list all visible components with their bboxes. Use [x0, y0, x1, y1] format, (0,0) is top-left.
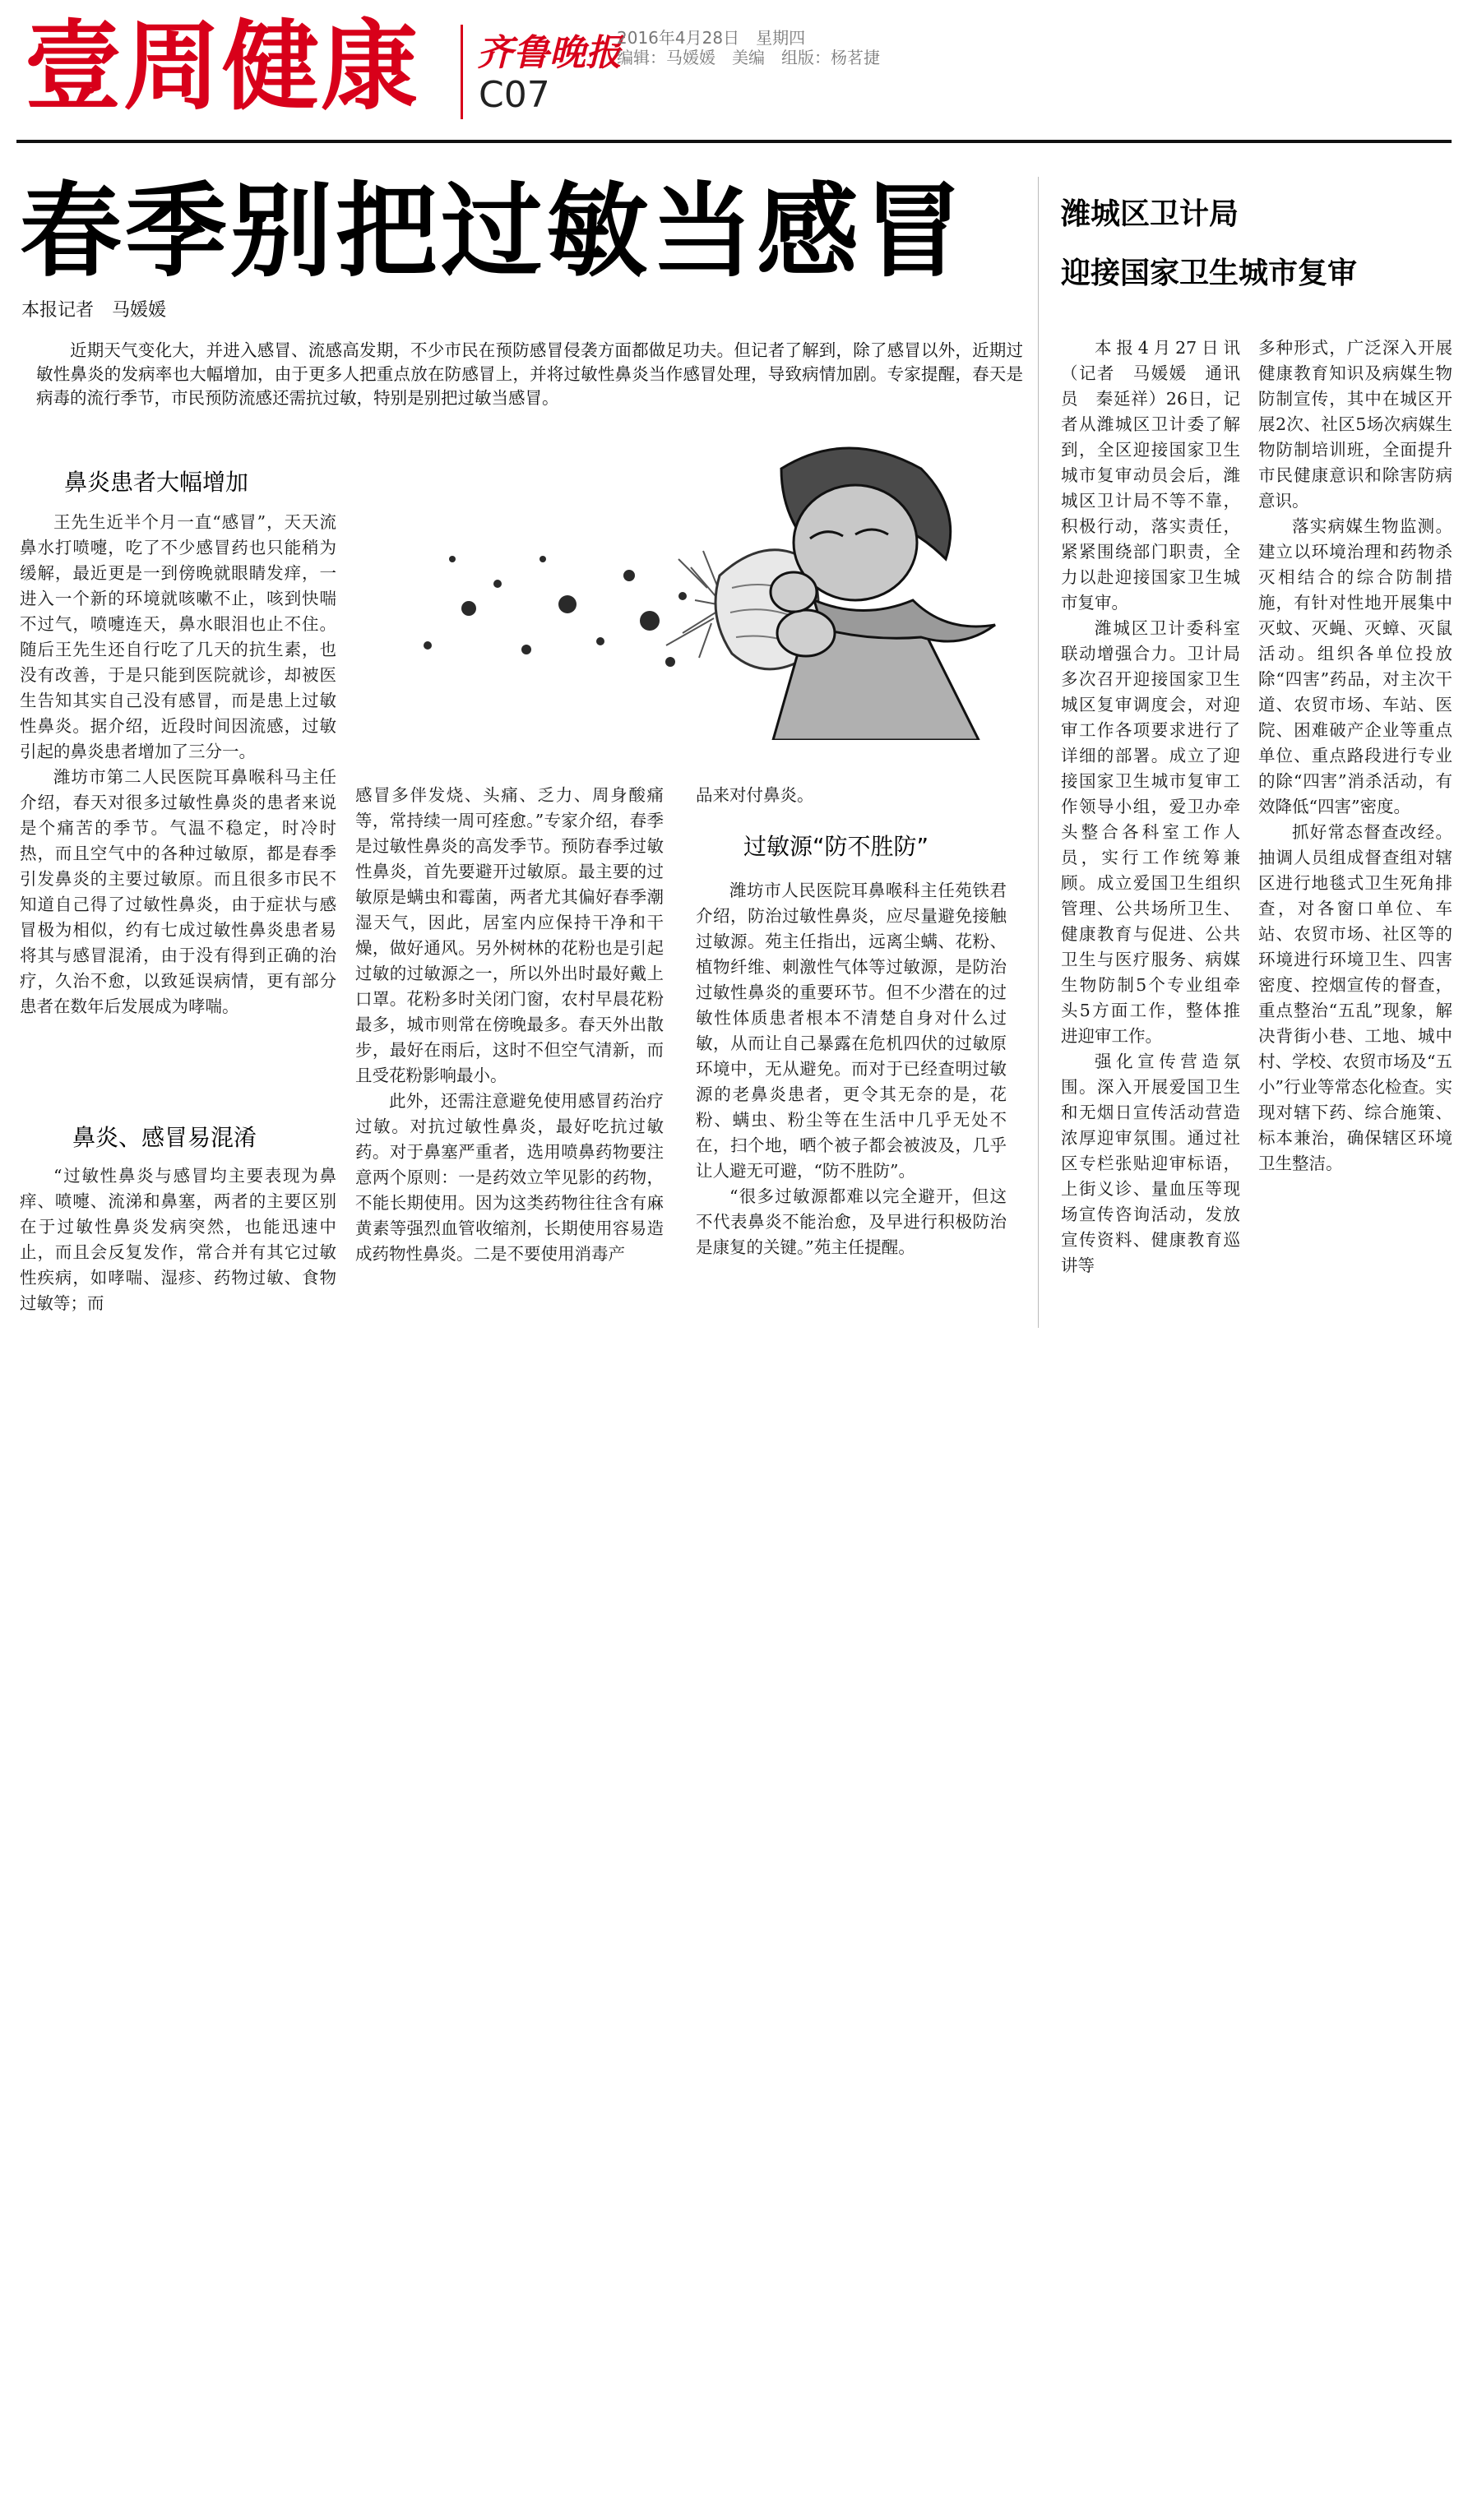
- masthead-divider: [461, 25, 463, 119]
- page-number: C07: [479, 74, 550, 116]
- article-byline: 本报记者 马媛媛: [21, 300, 167, 321]
- sidebar-col1-paragraph-1: 本报4月27日讯（记者 马媛媛 通讯员 秦延祥）26日，记者从潍城区卫计委了解到，全区迎接国家卫生城市复审动员会后，潍城区卫计局不等不靠，积极行动，落实责任，紧紧围绕部门职责，全力以赴迎接国家卫生城市复审。: [1061, 338, 1240, 613]
- subhead-rhinitis-cold-confusion: 鼻炎、感冒易混淆: [72, 1124, 257, 1151]
- masthead-date: 2016年4月28日 星期四: [617, 28, 806, 48]
- col3-paragraph-1: 品来对付鼻炎。: [696, 785, 814, 805]
- article-column-1-continued: [20, 1163, 336, 1316]
- article-lead: 近期天气变化大，并进入感冒、流感高发期，不少市民在预防感冒侵袭方面都做足功夫。但记者了解到，除了感冒以外，近期过敏性鼻炎的发病率也大幅增加，由于更多人把重点放在防感冒上，并将过敏性鼻炎当作感冒处理，导致病情加剧。专家提醒，春天是病毒的流行季节，市民预防流感还需抗过敏，特别是别把过敏当感冒。: [36, 340, 1023, 408]
- article-column-1: [20, 510, 336, 1020]
- sneezing-person-illustration: [419, 436, 1012, 740]
- col1-paragraph-1: 王先生近半个月一直“感冒”，天天流鼻水打喷嚏，吃了不少感冒药也只能稍为缓解，最近更是一到傍晚就眼睛发痒，一进入一个新的环境就咳嗽不止，咳到快喘不过气，喷嚏连天，鼻水眼泪也止不住。随后王先生还自行吃了几天的抗生素，也没有改善，于是只能到医院就诊，却被医生告知其实自己没有感冒，而是患上过敏性鼻炎。据介绍，近段时间因流感，过敏引起的鼻炎患者增加了三分一。: [20, 512, 336, 761]
- section-title: 壹周健康: [25, 10, 420, 123]
- col2-paragraph-1: 感冒多伴发烧、头痛、乏力、周身酸痛等，常持续一周可痊愈。”专家介绍，春季是过敏性鼻炎的高发季节。预防春季过敏性鼻炎，首先要避开过敏原。最主要的过敏原是螨虫和霉菌，两者尤其偏好春季潮湿天气，因此，居室内应保持干净和干燥，做好通风。另外树林的花粉也是引起过敏的过敏源之一，所以外出时最好戴上口罩。花粉多时关闭门窗，农村早晨花粉最多，城市则常在傍晚最多。春天外出散步，最好在雨后，这时不但空气清新，而且受花粉影响最小。: [355, 785, 664, 1085]
- masthead-editors: 编辑：马媛媛 美编 组版：杨茗捷: [617, 48, 880, 67]
- col1-paragraph-3: “过敏性鼻炎与感冒均主要表现为鼻痒、喷嚏、流涕和鼻塞，两者的主要区别在于过敏性鼻炎发病突然，也能迅速中止，而且会反复发作，常合并有其它过敏性疾病，如哮喘、湿疹、药物过敏、食物过敏等；而: [20, 1166, 336, 1313]
- sidebar-col1-paragraph-2: 潍城区卫计委科室联动增强合力。卫计局多次召开迎接国家卫生城区复审调度会，对迎审工作各项要求进行了详细的部署。成立了迎接国家卫生城市复审工作领导小组，爱卫办牵头整合各科室工作人员，实行工作统筹兼顾。成立爱国卫生组织管理、公共场所卫生、健康教育与促进、公共卫生与医疗服务、病媒生物防制5个专业组牵头5方面工作，整体推进迎审工作。: [1061, 618, 1240, 1046]
- subhead-rhinitis-increase: 鼻炎患者大幅增加: [64, 469, 249, 496]
- sidebar-col1-paragraph-3: 强化宣传营造氛围。深入开展爱国卫生和无烟日宣传活动营造浓厚迎审氛围。通过社区专栏张贴迎审标语，上街义诊、量血压等现场宣传咨询活动，发放宣传资料、健康教育巡讲等: [1061, 1052, 1240, 1275]
- sidebar-title-line-2: 迎接国家卫生城市复审: [1061, 257, 1358, 290]
- col3-paragraph-3: “很多过敏源都难以完全避开，但这不代表鼻炎不能治愈，及早进行积极防治是康复的关键。”苑主任提醒。: [696, 1186, 1007, 1257]
- sidebar-col2-paragraph-1: 多种形式，广泛深入开展健康教育知识及病媒生物防制宣传，其中在城区开展2次、社区5场次病媒生物防制培训班，全面提升市民健康意识和除害防病意识。: [1258, 338, 1452, 511]
- article-column-3: [696, 783, 1007, 808]
- sidebar-column-2: [1258, 335, 1452, 1177]
- col3-paragraph-2: 潍坊市人民医院耳鼻喉科主任苑铁君介绍，防治过敏性鼻炎，应尽量避免接触过敏源。苑主任指出，远离尘螨、花粉、植物纤维、刺激性气体等过敏源，是防治过敏性鼻炎的重要环节。但不少潜在的过敏性体质患者根本不清楚自身对什么过敏，从而让自己暴露在危机四伏的过敏原环境中，无从避免。而对于已经查明过敏源的老鼻炎患者，更令其无奈的是，花粉、螨虫、粉尘等在生活中几乎无处不在，扫个地，晒个被子都会被波及，几乎让人避无可避，“防不胜防”。: [696, 881, 1007, 1181]
- sidebar-divider: [1038, 177, 1039, 1328]
- sidebar-col2-paragraph-3: 抓好常态督查改经。抽调人员组成督查组对辖区进行地毯式卫生死角排查，对各窗口单位、车站、农贸市场、社区等的环境进行环境卫生、四害密度、控烟宣传的督查，重点整治“五乱”现象，解决背街小巷、工地、城中村、学校、农贸市场及“五小”行业等常态化检查。实现对辖下药、综合施策、标本兼治，确保辖区环境卫生整洁。: [1258, 822, 1452, 1173]
- col2-paragraph-2: 此外，还需注意避免使用感冒药治疗过敏。对抗过敏性鼻炎，最好吃抗过敏药。对于鼻塞严重者，选用喷鼻药物要注意两个原则：一是药效立竿见影的药物，不能长期使用。因为这类药物往往含有麻黄素等强烈血管收缩剂，长期使用容易造成药物性鼻炎。二是不要使用消毒产: [355, 1091, 664, 1264]
- masthead-rule: [16, 140, 1452, 143]
- paper-logo: 齐鲁晚报: [477, 32, 622, 74]
- sidebar-column-1: [1061, 335, 1240, 1278]
- article-column-2: [355, 783, 664, 1267]
- sidebar-col2-paragraph-2: 落实病媒生物监测。建立以环境治理和药物杀灭相结合的综合防制措施，有针对性地开展集中灭蚊、灭蝇、灭蟑、灭鼠活动。组织各单位投放除“四害”药品，对主次干道、农贸市场、车站、医院、困难破产企业等重点单位、重点路段进行专业的除“四害”消杀活动，有效降低“四害”密度。: [1258, 516, 1452, 816]
- subhead-allergen-source: 过敏源“防不胜防”: [743, 833, 929, 860]
- sidebar-title-line-1: 潍城区卫计局: [1061, 197, 1239, 231]
- article-headline: 春季别把过敏当感冒: [20, 173, 968, 291]
- col1-paragraph-2: 潍坊市第二人民医院耳鼻喉科马主任介绍，春天对很多过敏性鼻炎的患者来说是个痛苦的季节。气温不稳定，时冷时热，而且空气中的各种过敏原，都是春季引发鼻炎的主要过敏原。而且很多市民不知道自己得了过敏性鼻炎，由于症状与感冒极为相似，约有七成过敏性鼻炎患者易将其与感冒混淆，由于没有得到正确的治疗，久治不愈，以致延误病情，更有部分患者在数年后发展成为哮喘。: [20, 767, 336, 1016]
- article-column-3-continued: [696, 878, 1007, 1260]
